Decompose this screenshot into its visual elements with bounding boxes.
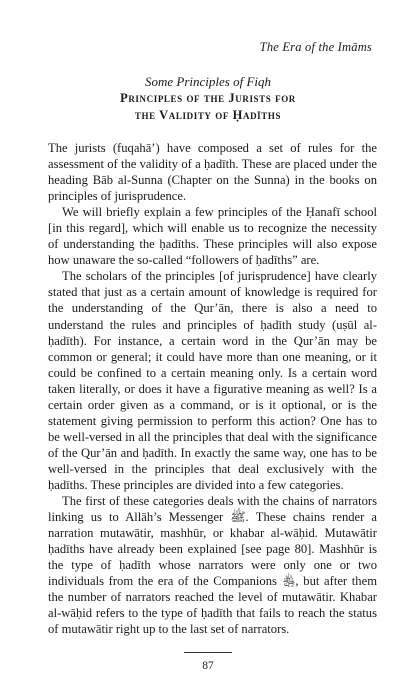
running-head: The Era of the Imāms bbox=[259, 40, 372, 54]
section-title bbox=[0, 90, 416, 124]
section-title-line-1: Principles of the Jurists for bbox=[120, 91, 296, 105]
section-title-line-2: the Validity of Ḥadīths bbox=[134, 108, 282, 122]
body-text bbox=[48, 140, 377, 637]
paragraph-3: The scholars of the principles [of jurisprudence] have clearly stated that just as a certain amount of knowledge is required for the understanding of the Qur’ān, there is also a need to understand the rules and principles of ḥadīth study (uṣūl al-ḥadīth). For instance, a certain word in the Qur’ān may be common or general; it could have more than one meaning, or it could be confined to a certain meaning only. Is a certain word taken literally, or does it have a figurative meaning as well? Is a certain order given as a command, or is it optional, or is the statement giving permission to perform this action? One has to be well-versed in all the principles that deal with the significance of the Qur’ān and ḥadīth. In exactly the same way, one has to be well-versed in the principles that deal exclusively with the ḥadīths. These principles are divided into a few categories. bbox=[48, 269, 377, 492]
paragraph-1: The jurists (fuqahā’) have composed a set of rules for the assessment of the validity of a ḥadīth. These are placed under the heading Bāb al-Sunna (Chapter on the Sunna) in the books on principles of jurisprudence. bbox=[48, 141, 377, 204]
footer-rule bbox=[184, 652, 232, 653]
paragraph-4: The first of these categories deals with the chains of narrators linking us to Allāh’s Messenger ﷺ. These chains render a narration mutawātir, mashhūr, or khabar al-wāḥid. Mutawātir ḥadīths have already been explained [see page 80]. Mashhūr is the type of ḥadīth whose narrators were only one or two individuals from the era of the Companions ﵃, but after them the number of narrators reached the level of mutawātir. Khabar al-wāḥid refers to the type of ḥadīth that fails to reach the status of mutawātir right up to the last set of narrators. bbox=[48, 494, 377, 637]
paragraph-2: We will briefly explain a few principles of the Ḥanafī school [in this regard], which will enable us to recognize the necessity of understanding the ḥadīths. These principles will also expose how unaware the so-called “followers of ḥadīths” are. bbox=[48, 205, 377, 268]
page-number: 87 bbox=[202, 660, 214, 672]
section-kicker: Some Principles of Fiqh bbox=[144, 74, 271, 89]
